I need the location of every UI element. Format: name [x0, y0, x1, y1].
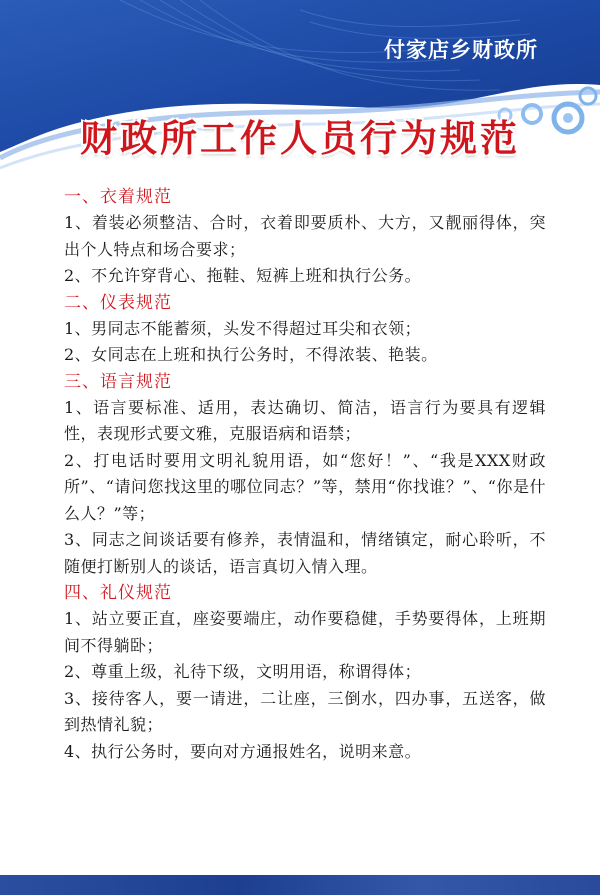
footer-bar	[0, 875, 600, 895]
paragraph: 1、语言要标准、适用，表达确切、简洁，语言行为要具有逻辑性，表现形式要文雅，克服语病和语禁；	[64, 397, 546, 443]
content-body	[64, 184, 546, 765]
org-name: 付家店乡财政所	[384, 38, 538, 62]
paragraph: 3、接待客人，要一请进，二让座，三倒水，四办事，五送客，做到热情礼貌；	[64, 688, 546, 734]
paragraph: 1、站立要正直，座姿要端庄，动作要稳健，手势要得体，上班期间不得躺卧；	[64, 609, 546, 655]
section-heading: 一、衣着规范	[64, 187, 172, 207]
section-heading: 二、仪表规范	[64, 292, 172, 313]
paragraph: 3、同志之间谈话要有修养，表情温和，情绪镇定，耐心聆听，不随便打断别人的谈话，语言真切入情入理。	[64, 530, 546, 576]
section-appearance	[64, 290, 546, 369]
header-banner	[0, 0, 600, 180]
section-heading: 四、礼仪规范	[64, 583, 172, 603]
section-etiquette	[64, 580, 546, 765]
section-heading: 三、语言规范	[64, 371, 172, 392]
paragraph: 2、女同志在上班和执行公务时，不得浓装、艳装。	[64, 345, 438, 364]
paragraph: 2、打电话时要用文明礼貌用语，如“您好！”、“我是XXX财政所”、“请问您找这里的哪位同志？”等，禁用“你找谁？”、“你是什么人？”等；	[64, 450, 546, 523]
paragraph: 1、着装必须整洁、合时，衣着即要质朴、大方，又靓丽得体，突出个人特点和场合要求；	[64, 213, 546, 259]
paragraph: 4、执行公务时，要向对方通报姓名，说明来意。	[64, 741, 422, 761]
section-clothing	[64, 184, 546, 290]
section-language	[64, 369, 546, 581]
page-title: 财政所工作人员行为规范	[80, 117, 520, 160]
paragraph: 2、不允许穿背心、拖鞋、短裤上班和执行公务。	[64, 266, 422, 285]
paragraph: 2、尊重上级，礼待下级，文明用语，称谓得体；	[64, 662, 422, 681]
paragraph: 1、男同志不能蓄须，头发不得超过耳尖和衣领；	[64, 318, 422, 338]
